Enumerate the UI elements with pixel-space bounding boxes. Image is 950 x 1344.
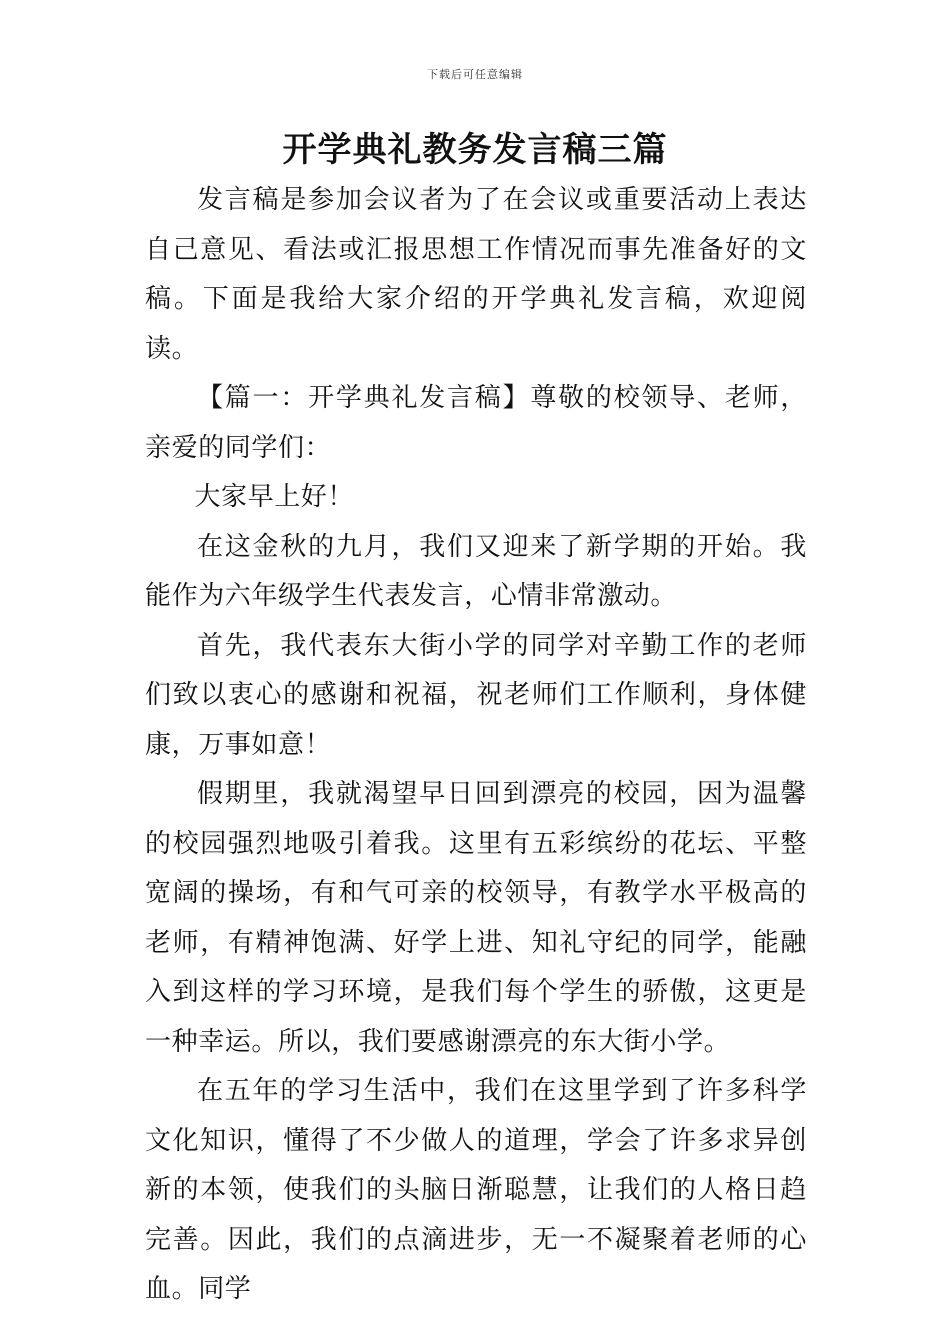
paragraph-intro: 发言稿是参加会议者为了在会议或重要活动上表达自己意见、看法或汇报思想工作情况而事先准备好的文稿。下面是我给大家介绍的开学典礼发言稿，欢迎阅读。	[145, 185, 807, 364]
paragraph-learning: 在五年的学习生活中，我们在这里学到了许多科学文化知识，懂得了不少做人的道理，学会了许多求异创新的本领，使我们的头脑日渐聪慧，让我们的人格日趋完善。因此，我们的点滴进步，无一不凝聚着老师的心血。同学	[145, 1076, 807, 1304]
paragraph-thanks: 首先，我代表东大街小学的同学对辛勤工作的老师们致以衷心的感谢和祝福，祝老师们工作顺利，身体健康，万事如意！	[145, 630, 807, 760]
paragraph-opening: 在这金秋的九月，我们又迎来了新学期的开始。我能作为六年级学生代表发言，心情非常激动。	[145, 531, 807, 611]
paragraph-greeting: 大家早上好！	[194, 482, 354, 512]
paragraph-campus: 假期里，我就渴望早日回到漂亮的校园，因为温馨的校园强烈地吸引着我。这里有五彩缤纷的花坛、平整宽阔的操场，有和气可亲的校领导，有教学水平极高的老师，有精神饱满、好学上进、知礼守纪的同学，能融入到这样的学习环境，是我们每个学生的骄傲，这更是一种幸运。所以，我们要感谢漂亮的东大街小学。	[145, 779, 807, 1057]
paragraph-section-heading: 【篇一：开学典礼发言稿】尊敬的校领导、老师，亲爱的同学们：	[145, 383, 807, 463]
document-title: 开学典礼教务发言稿三篇	[282, 130, 668, 170]
document-body	[145, 176, 807, 1315]
header-note: 下载后可任意编辑	[427, 68, 523, 81]
